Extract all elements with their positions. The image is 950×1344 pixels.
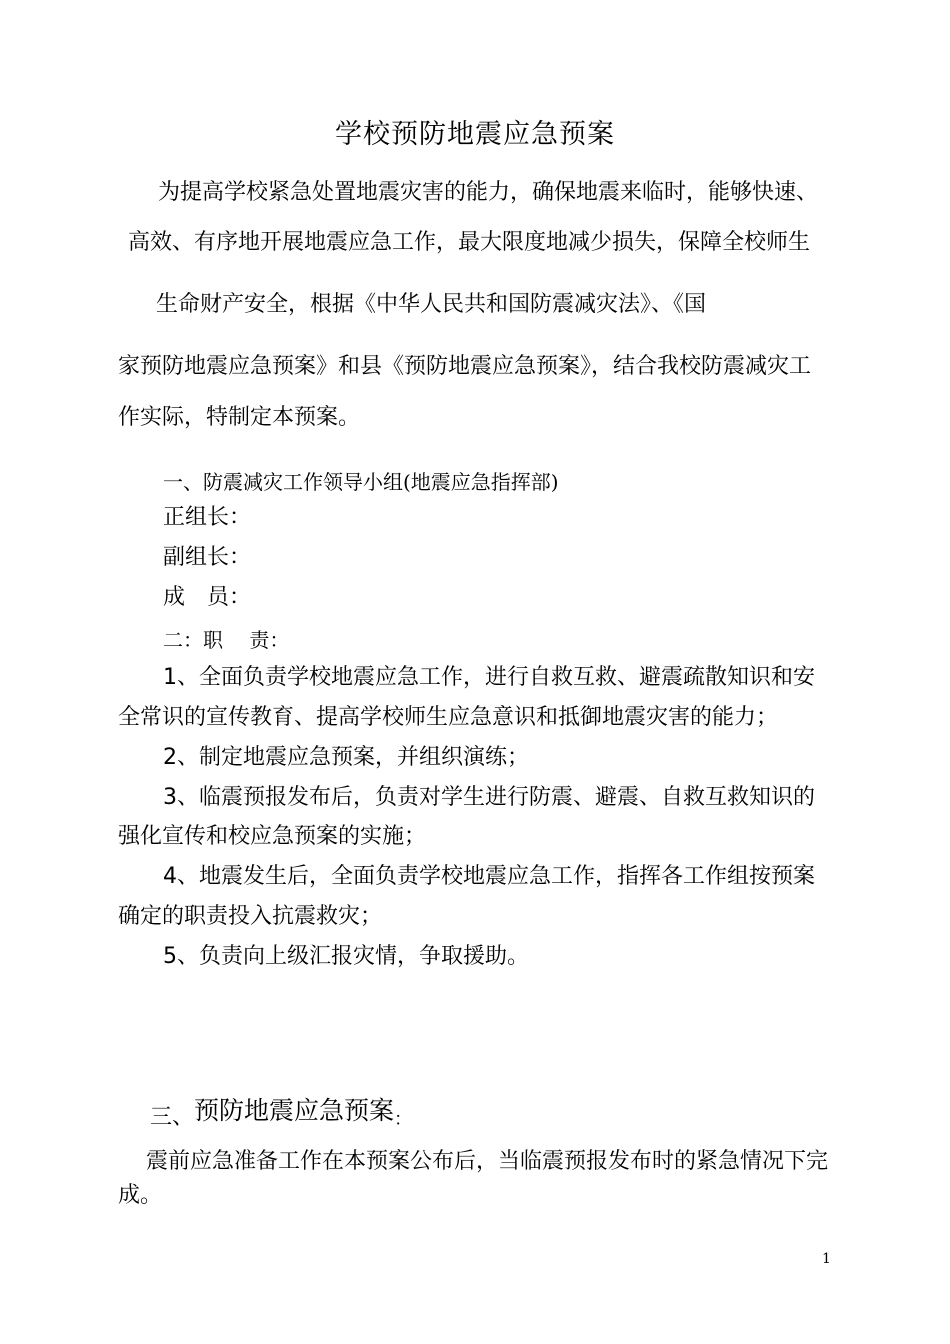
section3-number: 三、 (150, 1105, 195, 1130)
intro-line-3: 生命财产安全，根据《中华人民共和国防震减灾法》、《国 (156, 292, 707, 317)
section2-line-2: 全常识的宣传教育、提高学校师生应急意识和抵御地震灾害的能力； (118, 705, 779, 730)
intro-line-2: 高效、有序地开展地震应急工作，最大限度地减少损失，保障全校师生 (128, 230, 811, 255)
section2-line-5: 强化宣传和校应急预案的实施； (118, 824, 427, 849)
section3-line-1: 震前应急准备工作在本预案公布后，当临震预报发布时的紧急情况下完 (146, 1149, 829, 1174)
intro-line-5: 作实际，特制定本预案。 (118, 405, 361, 430)
section1-members: 成 员： (163, 585, 252, 610)
section2-line-6: 4、地震发生后，全面负责学校地震应急工作，指挥各工作组按预案 (163, 864, 815, 889)
section3-heading-text: 预防地震应急预案 (194, 1096, 395, 1125)
section1-deputy: 副组长： (163, 545, 252, 570)
section1-heading: 一、防震减灾工作领导小组(地震应急指挥部) (163, 470, 559, 494)
section3-heading (150, 1094, 412, 1131)
section2-line-7: 确定的职责投入抗震救灾； (118, 904, 383, 929)
section1-leader: 正组长： (163, 505, 252, 530)
section3-colon: ： (394, 1109, 413, 1130)
intro-line-4: 家预防地震应急预案》和县《预防地震应急预案》，结合我校防震减灾工 (118, 354, 812, 379)
section2-line-3: 2、制定地震应急预案，并组织演练； (163, 745, 529, 770)
page-number: 1 (822, 1251, 831, 1267)
section2-line-1: 1、全面负责学校地震应急工作，进行自救互救、避震疏散知识和安 (163, 665, 815, 690)
section2-heading: 二：职 责： (163, 628, 290, 652)
section3-line-2: 成。 (118, 1183, 163, 1208)
section2-line-4: 3、临震预报发布后，负责对学生进行防震、避震、自救互救知识的 (163, 785, 815, 810)
document-title: 学校预防地震应急预案 (335, 119, 615, 150)
intro-line-1: 为提高学校紧急处置地震灾害的能力，确保地震来临时，能够快速、 (158, 180, 819, 205)
section2-line-8: 5、负责向上级汇报灾情，争取援助。 (163, 944, 529, 969)
